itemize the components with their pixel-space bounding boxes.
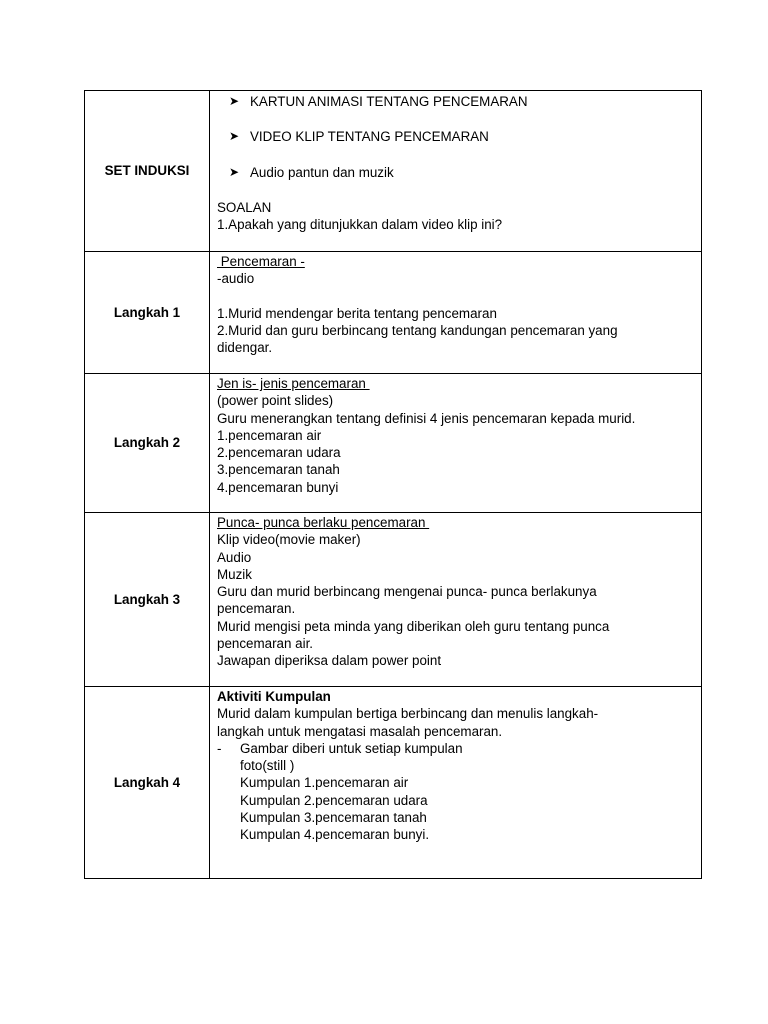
- row-label: SET INDUKSI: [85, 91, 210, 252]
- soalan-heading: SOALAN: [217, 199, 272, 215]
- row-content: [210, 687, 702, 879]
- row-content: [210, 513, 702, 687]
- induction-bullet-list: [217, 93, 695, 181]
- row-label: Langkah 3: [85, 513, 210, 687]
- arrow-bullet-icon: ➤: [229, 129, 240, 144]
- row-content: [210, 374, 702, 513]
- text-line: 1.pencemaran air: [217, 427, 322, 443]
- row-label: Langkah 4: [85, 687, 210, 879]
- row-label: Langkah 2: [85, 374, 210, 513]
- text-line: -audio: [217, 271, 255, 287]
- text-line: Muzik: [217, 566, 252, 582]
- row-langkah-3: [85, 513, 702, 687]
- text-line: Kumpulan 3.pencemaran tanah: [240, 810, 427, 826]
- row-label: Langkah 1: [85, 252, 210, 374]
- soalan-question: 1.Apakah yang ditunjukkan dalam video klip ini?: [217, 217, 503, 233]
- text-line: pencemaran air.: [217, 636, 314, 652]
- arrow-bullet-icon: ➤: [229, 164, 240, 179]
- list-item: ➤ Audio pantun dan muzik: [229, 164, 394, 180]
- text-line: pencemaran.: [217, 601, 296, 617]
- section-title: Pencemaran -: [217, 254, 305, 269]
- section-title: Aktiviti Kumpulan: [217, 689, 331, 704]
- lesson-plan-table: [84, 90, 702, 879]
- text-line: Guru dan murid berbincang mengenai punca- punca berlakunya: [217, 584, 597, 600]
- text-line: Klip video(movie maker): [217, 532, 361, 548]
- dash-item: - Gambar diberi untuk setiap kumpulan: [217, 740, 463, 756]
- text-line: Jawapan diperiksa dalam power point: [217, 653, 442, 669]
- text-line: Audio: [217, 549, 252, 565]
- text-line: foto(still ): [240, 758, 295, 774]
- list-item: ➤ KARTUN ANIMASI TENTANG PENCEMARAN: [229, 94, 528, 109]
- arrow-bullet-icon: ➤: [229, 94, 240, 108]
- text-line: Kumpulan 1.pencemaran air: [240, 775, 409, 791]
- text-line: (power point slides): [217, 393, 334, 409]
- row-langkah-1: [85, 252, 702, 374]
- row-set-induksi: [85, 91, 702, 252]
- text-line: Guru menerangkan tentang definisi 4 jenis pencemaran kepada murid.: [217, 410, 636, 426]
- row-langkah-4: [85, 687, 702, 879]
- text-line: 4.pencemaran bunyi: [217, 479, 339, 495]
- section-title: Punca- punca berlaku pencemaran: [217, 515, 430, 530]
- text-line: langkah untuk mengatasi masalah pencemaran.: [217, 723, 503, 739]
- text-line: 1.Murid mendengar berita tentang pencemaran: [217, 305, 497, 321]
- dash-marker: -: [217, 740, 222, 756]
- row-content: [210, 252, 702, 374]
- text-line: 3.pencemaran tanah: [217, 462, 340, 478]
- text-line: Kumpulan 2.pencemaran udara: [240, 792, 428, 808]
- text-line: 2.pencemaran udara: [217, 445, 341, 461]
- text-line: Murid dalam kumpulan bertiga berbincang dan menulis langkah-: [217, 706, 599, 722]
- row-content: [210, 91, 702, 252]
- text-line: 2.Murid dan guru berbincang tentang kandungan pencemaran yang: [217, 322, 618, 338]
- text-line: didengar.: [217, 340, 273, 356]
- section-title: Jen is- jenis pencemaran: [217, 376, 370, 391]
- row-langkah-2: [85, 374, 702, 513]
- list-item: ➤ VIDEO KLIP TENTANG PENCEMARAN: [229, 129, 489, 145]
- text-line: Murid mengisi peta minda yang diberikan oleh guru tentang punca: [217, 618, 610, 634]
- text-line: Kumpulan 4.pencemaran bunyi.: [240, 827, 430, 843]
